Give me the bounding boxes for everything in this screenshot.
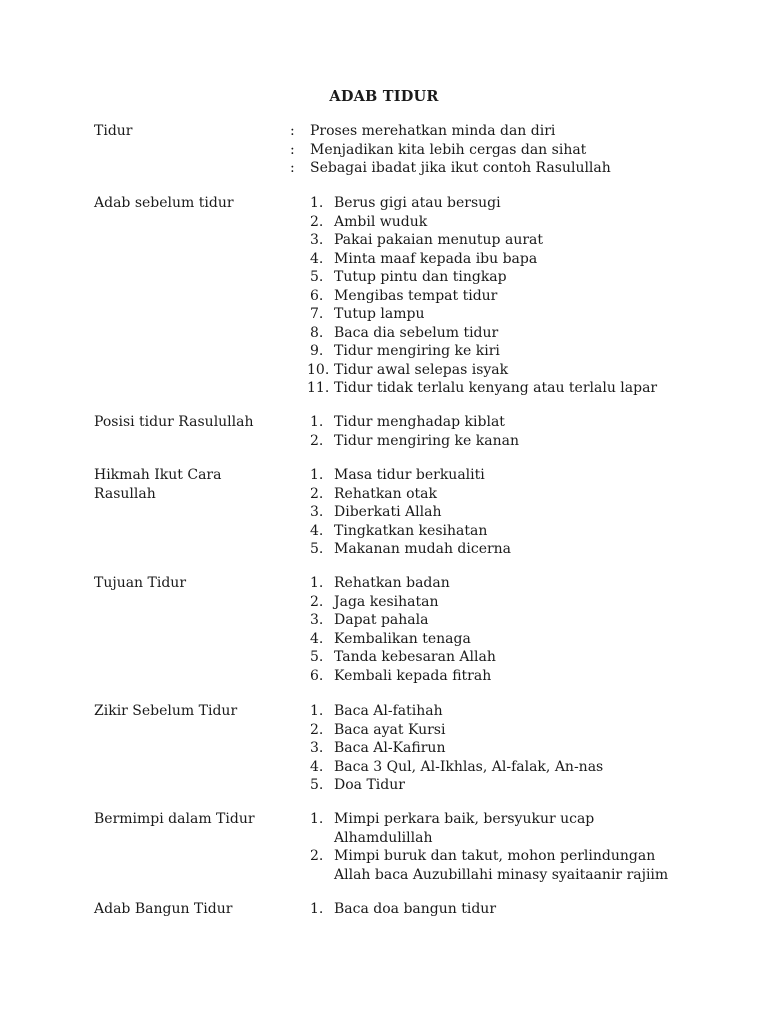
list-item: [290, 213, 700, 232]
item-number: 5.: [310, 777, 324, 793]
item-number: 3.: [310, 232, 324, 248]
item-text: Baca dia sebelum tidur: [334, 324, 499, 341]
numbered-list: [290, 466, 700, 559]
item-text-line: Mimpi buruk dan takut, mohon perlindungan: [334, 848, 656, 864]
item-text: Masa tidur berkualiti: [334, 467, 485, 483]
item-number: 3.: [310, 504, 324, 520]
item-text: Baca Al-Kafirun: [334, 740, 446, 756]
item-number: 6.: [310, 287, 324, 304]
list-item: [290, 432, 700, 451]
item-text: Tutup pintu dan tingkap: [334, 269, 507, 285]
definition-line: [290, 159, 700, 178]
list-item: [290, 900, 700, 919]
numbered-list: [290, 194, 700, 398]
list-item: [290, 540, 700, 559]
item-text: Tidur mengiring ke kanan: [334, 432, 519, 449]
item-number: 5.: [310, 541, 324, 557]
list-item: [290, 305, 700, 324]
list-item: [290, 630, 700, 649]
item-text-line: Alhamdulillah: [334, 829, 433, 846]
item-number: 3.: [310, 612, 324, 628]
section-label-line: Rasullah: [94, 485, 156, 502]
item-number: 4.: [310, 630, 324, 647]
numbered-list: [290, 574, 700, 685]
item-text: Minta maaf kepada ibu bapa: [334, 250, 538, 267]
section-label: Adab sebelum tidur: [94, 195, 234, 211]
definition-text: Sebagai ibadat jika ikut contoh Rasulullah: [310, 160, 611, 176]
item-number: 1.: [310, 414, 324, 430]
definition-text: Proses merehatkan minda dan diri: [310, 123, 556, 139]
definition-line: [290, 141, 700, 160]
list-item: [290, 361, 700, 380]
item-number: 1.: [310, 901, 324, 917]
list-item: [290, 250, 700, 269]
item-text: Tidur awal selepas isyak: [334, 361, 509, 378]
list-item: [290, 466, 700, 485]
item-text: Tingkatkan kesihatan: [334, 522, 488, 539]
item-text: Rehatkan badan: [334, 575, 450, 591]
definition-text: Menjadikan kita lebih cergas dan sihat: [310, 141, 587, 158]
item-text: Makanan mudah dicerna: [334, 541, 512, 557]
item-text: Tidur tidak terlalu kenyang atau terlalu lapar: [334, 380, 658, 396]
numbered-list: [290, 810, 700, 884]
item-text-line: Allah baca Auzubillahi minasy syaitaanir rajiim: [334, 866, 669, 883]
item-number: 2.: [310, 593, 324, 610]
list-item: [290, 413, 700, 432]
colon-separator: :: [290, 123, 295, 139]
list-item: [290, 287, 700, 306]
list-item: [290, 810, 700, 847]
section-label: Tidur: [94, 123, 133, 139]
item-text: Rehatkan otak: [334, 485, 437, 502]
item-number: 4.: [310, 250, 324, 267]
item-number: 2.: [310, 721, 324, 738]
list-item: [290, 776, 700, 795]
section-label: [94, 466, 294, 503]
list-item: [290, 648, 700, 667]
item-number: 2.: [310, 432, 324, 449]
item-number: 1.: [310, 467, 324, 483]
document-title: ADAB TIDUR: [329, 88, 439, 105]
item-text: Tidur menghadap kiblat: [334, 414, 505, 430]
item-text: Tidur mengiring ke kiri: [334, 343, 500, 359]
list-item: [290, 485, 700, 504]
list-item: [290, 702, 700, 721]
item-text: Baca ayat Kursi: [334, 721, 446, 738]
item-number: 2.: [310, 213, 324, 230]
list-item: [290, 194, 700, 213]
item-number: 5.: [310, 649, 324, 665]
list-item: [290, 574, 700, 593]
numbered-list: [290, 413, 700, 450]
list-item: [290, 379, 700, 398]
list-item: [290, 611, 700, 630]
list-item: [290, 342, 700, 361]
item-text: Tanda kebesaran Allah: [334, 649, 496, 665]
item-number: 1.: [310, 195, 324, 211]
colon-separator: :: [290, 141, 295, 158]
item-text-line: Mimpi perkara baik, bersyukur ucap: [334, 811, 595, 827]
section-label-line: Hikmah Ikut Cara: [94, 467, 222, 483]
item-number: 8.: [310, 324, 324, 341]
numbered-list: [290, 702, 700, 795]
section-label: Adab Bangun Tidur: [94, 901, 233, 917]
section-label: Posisi tidur Rasulullah: [94, 414, 254, 430]
colon-separator: :: [290, 160, 295, 176]
item-number: 1.: [310, 703, 324, 719]
section-label: Tujuan Tidur: [94, 575, 187, 591]
item-number: 7.: [310, 306, 324, 322]
item-text: Baca Al-fatihah: [334, 703, 443, 719]
item-number: 10.: [307, 361, 330, 378]
list-item: [290, 739, 700, 758]
item-text: Kembali kepada fitrah: [334, 667, 492, 684]
list-item: [290, 847, 700, 884]
definition-line: [290, 122, 700, 141]
item-text: Berus gigi atau bersugi: [334, 195, 501, 211]
list-item: [290, 231, 700, 250]
item-text: Baca 3 Qul, Al-Ikhlas, Al-falak, An-nas: [334, 758, 604, 775]
item-text: Dapat pahala: [334, 612, 429, 628]
item-text: Tutup lampu: [334, 306, 425, 322]
item-text: Mengibas tempat tidur: [334, 287, 498, 304]
item-number: 3.: [310, 740, 324, 756]
item-number: 6.: [310, 667, 324, 684]
numbered-list: [290, 900, 700, 919]
section-label: Zikir Sebelum Tidur: [94, 703, 238, 719]
item-text: Baca doa bangun tidur: [334, 901, 497, 917]
item-number: 5.: [310, 269, 324, 285]
item-number: 9.: [310, 343, 324, 359]
item-number: 4.: [310, 522, 324, 539]
list-item: [290, 268, 700, 287]
item-number: 2.: [310, 485, 324, 502]
item-number: 4.: [310, 758, 324, 775]
list-item: [290, 522, 700, 541]
item-text: Ambil wuduk: [334, 213, 428, 230]
list-item: [290, 721, 700, 740]
item-number: 11.: [307, 380, 330, 396]
item-text: Pakai pakaian menutup aurat: [334, 232, 544, 248]
item-text: Kembalikan tenaga: [334, 630, 471, 647]
item-number: 1.: [310, 575, 324, 591]
item-number: 2.: [310, 848, 324, 864]
list-item: [290, 503, 700, 522]
list-item: [290, 593, 700, 612]
list-item: [290, 667, 700, 686]
section-label: Bermimpi dalam Tidur: [94, 811, 255, 827]
definition-list: [290, 122, 700, 178]
item-text: Doa Tidur: [334, 777, 405, 793]
item-text: Diberkati Allah: [334, 504, 442, 520]
list-item: [290, 324, 700, 343]
list-item: [290, 758, 700, 777]
item-number: 1.: [310, 811, 324, 827]
item-text: Jaga kesihatan: [334, 593, 439, 610]
